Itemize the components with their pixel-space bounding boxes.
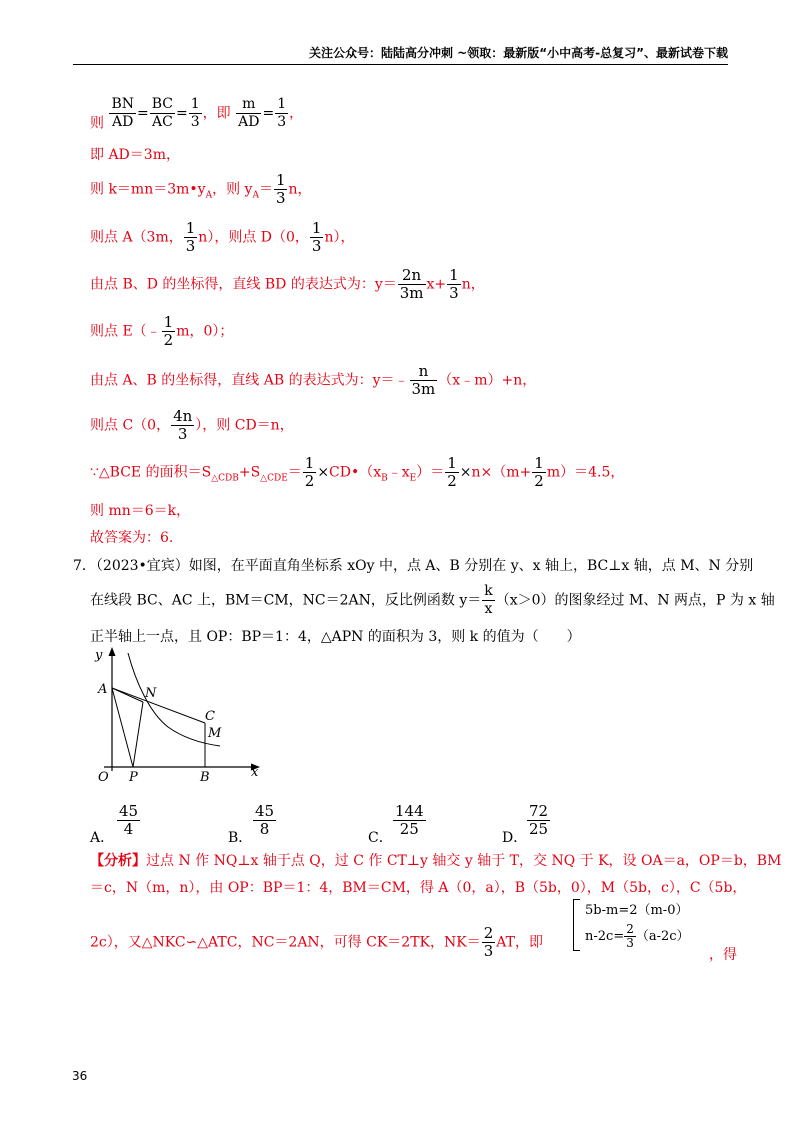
fraction-1-3: $\frac{1}{3}$ [277,96,287,130]
system-brace [573,899,580,951]
solution-line-3: 则 $k=mn=3m•y_A$，则 $y_A=$ $\frac{1}{3}$ n， [90,171,312,207]
fraction-1-2: $\frac{1}{2}$ [534,454,544,490]
fraction-1-3: $\frac{1}{3}$ [449,266,459,302]
system-equation-2: n-2c= $\frac{2}{3}$ （a-2c） [585,922,690,950]
fraction-1-3: $\frac{1}{3}$ [185,219,196,255]
fraction-1-2: $\frac{1}{2}$ [163,313,174,349]
equation-system [573,895,709,953]
solution-line-10: 则 mn＝6＝k， [90,503,191,519]
solution-line-8: 则点 C（0， $\frac{4n}{3}$ ），则 CD＝n， [90,407,294,443]
label-p: P [129,770,138,783]
analysis-line-3: 2c），又△NKC∽△ATC，NC＝2AN，可得 CK＝2TK，NK＝ $\frac{2}{3}$ AT，即 [90,924,543,960]
solution-line-4: 则点 A（3m， $\frac{1}{3}$ n），则点 D（0， $\frac{1}{3}$ n）， [90,219,355,255]
analysis-line-1: 【分析】过点 N 作 NQ⊥x 轴于点 Q，过 C 作 CT⊥y 轴交 y 轴于 T，交 NQ 于 K，设 OA＝a，OP＝b，BM [90,853,782,869]
fraction-1-3: $\frac{1}{3}$ [311,219,322,255]
fraction-1-2: $\frac{1}{2}$ [447,454,457,490]
solution-line-6: 则点 E（﹣ $\frac{1}{2}$ m，0）； [90,313,234,349]
page-number: 36 [72,1069,88,1083]
solution-line-2: 即 AD＝3m， [90,147,180,163]
coordinate-graph [90,643,270,783]
question-line-3: 正半轴上一点，且 OP：BP＝1：4，△APN 的面积为 3，则 k 的值为（ ） [90,629,581,645]
label-o: O [98,770,109,783]
fraction-bc-ac: $\frac{BC}{AC}$ [151,96,173,130]
question-line-1: 7．（2023•宜宾）如图，在平面直角坐标系 xOy 中，点 A、B 分别在 y、x 轴上，BC⊥x 轴，点 M、N 分别 [73,558,754,574]
label-b: B [200,770,210,783]
solution-line-11: 故答案为：6. [90,530,174,546]
fraction-2-3: $\frac{2}{3}$ [483,924,494,960]
segment-pn [133,702,143,767]
segment-an [112,688,143,702]
system-equation-1: 5b-m=2（m-0） [585,903,689,918]
solution-line-7: 由点 A、B 的坐标得，直线 AB 的表达式为：y＝﹣ $\frac{n}{3m}$ （x﹣m）+n， [90,362,537,398]
label-c: C [205,709,215,724]
analysis-line-2: ＝c，N（m，n），由 OP：BP＝1：4，BM＝CM，得 A（0，a），B（5b，0），M（5b，c），C（5b， [90,880,747,896]
fraction-bn-ad: $\frac{BN}{AD}$ [111,96,134,130]
label-m: M [208,726,222,741]
fraction-1-2: $\frac{1}{2}$ [304,454,315,490]
header-rule [73,64,728,65]
fraction-1-3: $\frac{1}{3}$ [275,171,286,207]
segment-ap [112,688,133,767]
y-axis-arrow [109,647,116,656]
analysis-line-3-end: ，得 [709,947,737,963]
label-a: A [98,682,108,697]
label-x: x [251,765,259,780]
solution-line-1: 则 $\frac{BN}{AD}$ = $\frac{BC}{AC}$ = $\frac{1}{3}$ ，即 $\frac{m}{AD}$ = $\frac{1}{3}$ ， [90,96,304,132]
fraction-n-3m: $\frac{n}{3m}$ [411,362,436,398]
fraction-4n-3: $\frac{4n}{3}$ [173,407,193,443]
fraction-2n-3m: $\frac{2n}{3m}$ [399,266,424,302]
question-line-2: 在线段 BC、AC 上，BM＝CM，NC＝2AN，反比例函数 y＝ $\frac{k}{x}$ （x＞0）的图象经过 M、N 两点，P 为 x 轴 [90,583,775,617]
label-n: N [145,686,157,701]
solution-line-5: 由点 B、D 的坐标得，直线 BD 的表达式为：y＝ $\frac{2n}{3m}$ x+ $\frac{1}{3}$ n， [90,266,485,302]
analysis-tag: 【分析】 [90,853,146,869]
fraction-k-x: $\frac{k}{x}$ [484,583,493,617]
fraction-m-ad: $\frac{m}{AD}$ [238,96,260,130]
page-header: 关注公众号：陆陆高分冲刺 ~领取：最新版“小中高考-总复习”、最新试卷下载 [309,46,728,60]
fraction-1-3: $\frac{1}{3}$ [190,96,200,130]
label-y: y [95,648,103,663]
solution-line-9: ∵△BCE 的面积$=S_{\triangle CDB}+S_{\triangle CDE}=$ $\frac{1}{2}$ $\times CD•(x_B﹣x_E)=$ $\frac{1}{2}$ ×n×（m+ $\frac{1}{2}$ m）＝4.5， [90,454,625,490]
